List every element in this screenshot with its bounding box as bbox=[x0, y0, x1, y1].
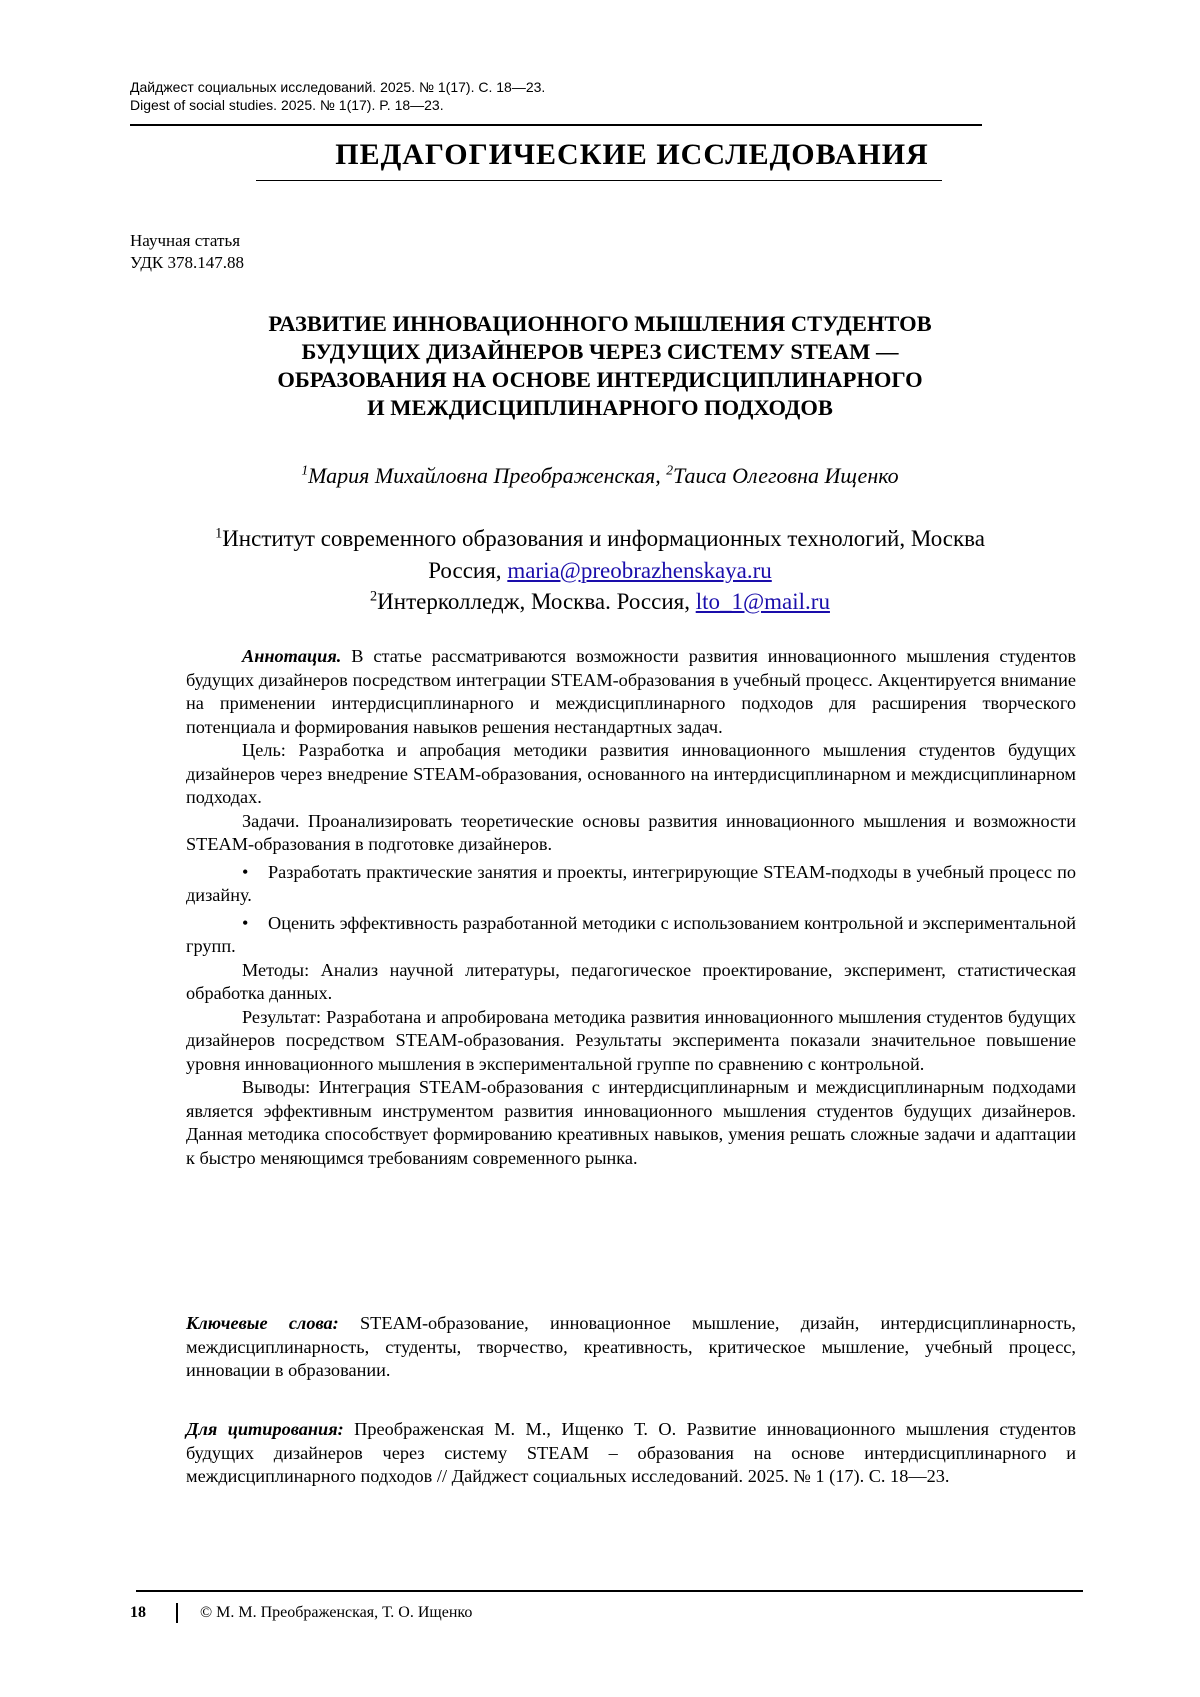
abstract-intro-text: В статье рассматриваются возможности развития инновационного мышления студентов будущих дизайнеров посредством интеграции STEAM-образования в учебный процесс. Акцентируется внимание на применении интердисциплинарного и междисциплинарного подходов для расширения творческого потенциала и формирования навыков решения нестандартных задач. bbox=[186, 646, 1076, 737]
affiliation-2 bbox=[130, 586, 1070, 618]
keywords-paragraph bbox=[186, 1312, 1076, 1383]
bullet-icon: • bbox=[242, 861, 268, 885]
section-title: ПЕДАГОГИЧЕСКИЕ ИССЛЕДОВАНИЯ bbox=[130, 135, 1134, 175]
author-2-name: Таиса Олеговна Ищенко bbox=[673, 463, 899, 488]
abstract-bullet bbox=[186, 912, 1076, 959]
article-title-line: БУДУЩИХ ДИЗАЙНЕРОВ ЧЕРЕЗ СИСТЕМУ STEAM — bbox=[130, 338, 1070, 366]
citation-paragraph bbox=[186, 1418, 1076, 1489]
abstract-bullet-text: Оценить эффективность разработанной методики с использованием контрольной и экспериментальной групп. bbox=[186, 913, 1076, 957]
footer-separator bbox=[176, 1603, 178, 1623]
citation bbox=[186, 1418, 1076, 1489]
affiliation-2-text: Интерколледж, Москва. Россия, bbox=[377, 589, 690, 614]
affiliation-1 bbox=[130, 523, 1070, 555]
keywords-label: Ключевые слова: bbox=[186, 1313, 339, 1333]
author-2-index: 2 bbox=[666, 463, 673, 478]
journal-citation-en: Digest of social studies. 2025. № 1(17). P. 18—23. bbox=[130, 96, 545, 114]
abstract-conclusions: Выводы: Интеграция STEAM-образования с интердисциплинарным и междисциплинарным подходами является эффективным инструментом развития инновационного мышления студентов будущих дизайнеров. Данная методика способствует формированию креативных навыков, умения решать сложные задачи и адаптации к быстро меняющимся требованиям современного рынка. bbox=[186, 1076, 1076, 1170]
author-1-name: Мария Михайловна Преображенская, bbox=[308, 463, 661, 488]
header-rule bbox=[130, 124, 982, 126]
page-footer bbox=[130, 1603, 472, 1623]
udc-code: УДК 378.147.88 bbox=[130, 252, 244, 274]
abstract-label: Аннотация. bbox=[242, 646, 341, 666]
affiliation-1-index: 1 bbox=[215, 525, 222, 541]
citation-text: Преображенская М. М., Ищенко Т. О. Развитие инновационного мышления студентов будущих дизайнеров через систему STEAM – образования на основе интердисциплинарного и междисциплинарного подходов // Дайджест социальных исследований. 2025. № 1 (17). С. 18—23. bbox=[186, 1419, 1076, 1486]
authors bbox=[130, 462, 1070, 490]
affiliation-1-cont bbox=[130, 555, 1070, 587]
abstract-bullet-text: Разработать практические занятия и проекты, интегрирующие STEAM-подходы в учебный процесс по дизайну. bbox=[186, 862, 1076, 906]
affiliations bbox=[130, 523, 1070, 618]
abstract-goal: Цель: Разработка и апробация методики развития инновационного мышления студентов будущих дизайнеров через внедрение STEAM-образования, основанного на интердисциплинарном и междисциплинарном подходах. bbox=[186, 739, 1076, 810]
abstract bbox=[186, 645, 1076, 1170]
article-title-line: РАЗВИТИЕ ИННОВАЦИОННОГО МЫШЛЕНИЯ СТУДЕНТОВ bbox=[130, 310, 1070, 338]
bullet-icon: • bbox=[242, 912, 268, 936]
abstract-bullet bbox=[186, 861, 1076, 908]
keywords bbox=[186, 1312, 1076, 1383]
abstract-tasks: Задачи. Проанализировать теоретические основы развития инновационного мышления и возможности STEAM-образования в подготовке дизайнеров. bbox=[186, 810, 1076, 857]
abstract-intro bbox=[186, 645, 1076, 739]
author-1-email-link[interactable]: maria@preobrazhenskaya.ru bbox=[507, 558, 771, 583]
article-type: Научная статья bbox=[130, 230, 244, 252]
article-meta bbox=[130, 230, 244, 274]
affiliation-2-index: 2 bbox=[370, 588, 377, 604]
citation-label: Для цитирования: bbox=[186, 1419, 344, 1439]
abstract-methods: Методы: Анализ научной литературы, педагогическое проектирование, эксперимент, статистическая обработка данных. bbox=[186, 959, 1076, 1006]
author-1-index: 1 bbox=[301, 463, 308, 478]
abstract-result: Результат: Разработана и апробирована методика развития инновационного мышления студентов будущих дизайнеров посредством STEAM-образования. Результаты эксперимента показали значительное повышение уровня инновационного мышления в экспериментальной группе по сравнению с контрольной. bbox=[186, 1006, 1076, 1077]
section-title-rule bbox=[256, 180, 942, 181]
footer-rule bbox=[136, 1590, 1083, 1592]
footer-copyright: © М. М. Преображенская, Т. О. Ищенко bbox=[200, 1603, 472, 1623]
affiliation-1-country: Россия, bbox=[428, 558, 501, 583]
journal-meta bbox=[130, 78, 545, 114]
journal-citation-ru: Дайджест социальных исследований. 2025. № 1(17). С. 18—23. bbox=[130, 78, 545, 96]
page-number: 18 bbox=[130, 1603, 164, 1623]
author-2-email-link[interactable]: lto_1@mail.ru bbox=[696, 589, 830, 614]
keywords-text: STEAM-образование, инновационное мышление, дизайн, интердисциплинарность, междисциплинарность, студенты, творчество, креативность, критическое мышление, учебный процесс, инновации в образовании. bbox=[186, 1313, 1076, 1380]
article-title-line: ОБРАЗОВАНИЯ НА ОСНОВЕ ИНТЕРДИСЦИПЛИНАРНОГО bbox=[130, 366, 1070, 394]
article-title-line: И МЕЖДИСЦИПЛИНАРНОГО ПОДХОДОВ bbox=[130, 394, 1070, 422]
article-title bbox=[130, 310, 1070, 422]
affiliation-1-text: Институт современного образования и информационных технологий, Москва bbox=[222, 526, 985, 551]
